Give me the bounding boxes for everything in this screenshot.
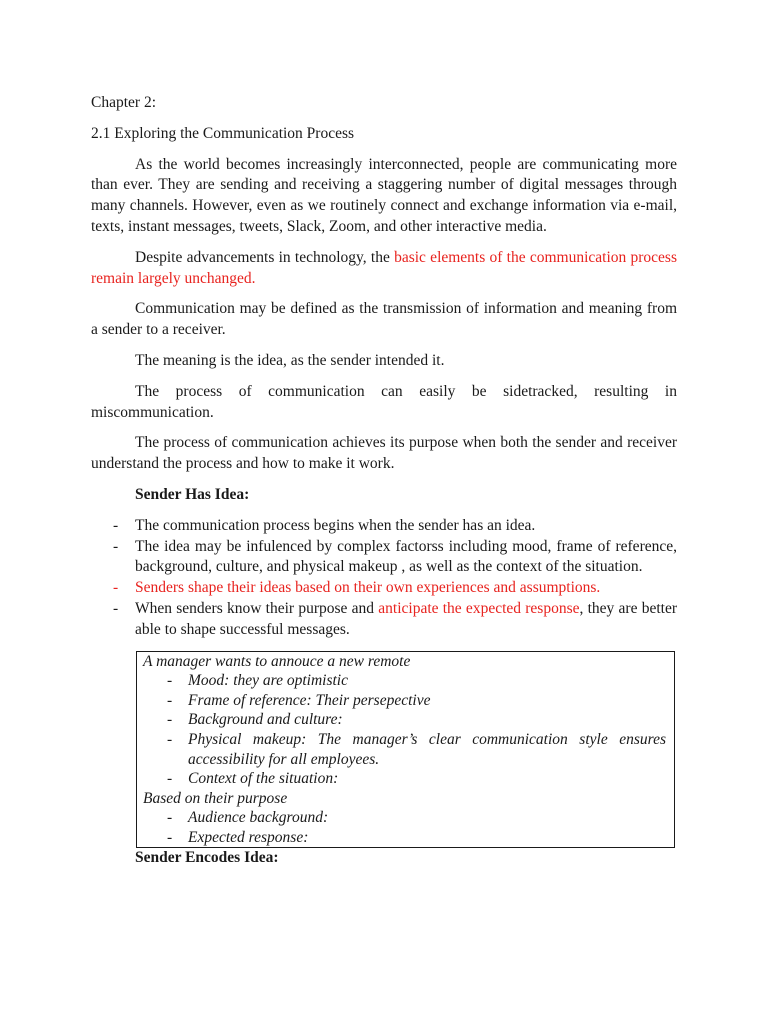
dash-marker: - bbox=[167, 730, 173, 748]
paragraph-elements bbox=[91, 248, 677, 290]
dash-marker: - bbox=[113, 516, 119, 534]
box-list bbox=[143, 671, 666, 789]
paragraph-sidetracked: The process of communication can easily be sidetracked, resulting in miscommunication. bbox=[91, 382, 677, 421]
sender-idea-list bbox=[91, 516, 677, 641]
box-list-item bbox=[143, 691, 666, 711]
list-item bbox=[91, 599, 677, 641]
dash-marker: - bbox=[113, 599, 119, 617]
box-subtitle: Based on their purpose bbox=[143, 789, 288, 807]
dash-marker: - bbox=[113, 579, 119, 597]
box-list-item bbox=[143, 671, 666, 691]
box-list-item bbox=[143, 808, 666, 828]
box-item-text: Physical makeup: The manager’s clear communication style ensures accessibility for all employees. bbox=[188, 730, 666, 768]
box-item-text: Context of the situation: bbox=[188, 770, 339, 788]
list-item-text: Senders shape their ideas based on their own experiences and assumptions. bbox=[135, 579, 601, 597]
box-list-item bbox=[143, 828, 666, 848]
box-item-text: Expected response: bbox=[188, 828, 309, 846]
box-list-purpose bbox=[143, 808, 666, 847]
list-item-text: The communication process begins when the sender has an idea. bbox=[135, 516, 536, 534]
paragraph-definition: Communication may be defined as the transmission of information and meaning from a sender to a receiver. bbox=[91, 300, 677, 339]
dash-marker: - bbox=[167, 828, 173, 846]
list-item bbox=[91, 537, 677, 579]
section-title: 2.1 Exploring the Communication Process bbox=[91, 124, 355, 142]
box-list-item bbox=[143, 769, 666, 789]
list-item-text-end: , they are better able to shape successful messages. bbox=[135, 599, 678, 638]
box-item-text: Frame of reference: Their persepective bbox=[188, 691, 431, 709]
dash-marker: - bbox=[167, 691, 173, 709]
dash-marker: - bbox=[167, 672, 173, 690]
list-item-text: When senders know their purpose and bbox=[135, 599, 379, 617]
box-item-text: Background and culture: bbox=[188, 711, 343, 729]
example-box bbox=[136, 651, 675, 849]
list-item-highlight bbox=[91, 578, 677, 599]
paragraph-meaning: The meaning is the idea, as the sender intended it. bbox=[135, 351, 445, 369]
list-item-text: The idea may be infulenced by complex factorss including mood, frame of reference, background, culture, and physical makeup , as well as the context of the situation. bbox=[135, 537, 677, 576]
highlight-expected-response: anticipate the expected response bbox=[378, 599, 580, 617]
box-item-text: Mood: they are optimistic bbox=[188, 672, 348, 690]
paragraph-elements-start: Despite advancements in technology, the bbox=[135, 248, 395, 266]
chapter-title: Chapter 2: bbox=[91, 94, 156, 111]
page-content bbox=[91, 93, 677, 869]
dash-marker: - bbox=[113, 537, 119, 555]
list-item bbox=[91, 516, 677, 537]
box-list-item bbox=[143, 730, 666, 769]
heading-sender-has-idea: Sender Has Idea: bbox=[135, 485, 250, 503]
box-title: A manager wants to annouce a new remote bbox=[143, 652, 411, 670]
paragraph-purpose: The process of communication achieves its purpose when both the sender and receiver understand the process and how to make it work. bbox=[91, 434, 677, 473]
box-list-item bbox=[143, 710, 666, 730]
dash-marker: - bbox=[167, 770, 173, 788]
box-item-text: Audience background: bbox=[188, 809, 329, 827]
paragraph-intro: As the world becomes increasingly interconnected, people are communicating more than ever. They are sending and receiving a staggering number of digital messages through many channels. However, even as we routinely connect and exchange information via e-mail, texts, instant messages, tweets, Slack, Zoom, and other interactive media. bbox=[91, 155, 677, 235]
dash-marker: - bbox=[167, 711, 173, 729]
highlight-basic-elements: basic elements of the communication process remain largely unchanged. bbox=[91, 248, 677, 287]
dash-marker: - bbox=[167, 809, 173, 827]
heading-sender-encodes-idea: Sender Encodes Idea: bbox=[135, 849, 279, 867]
